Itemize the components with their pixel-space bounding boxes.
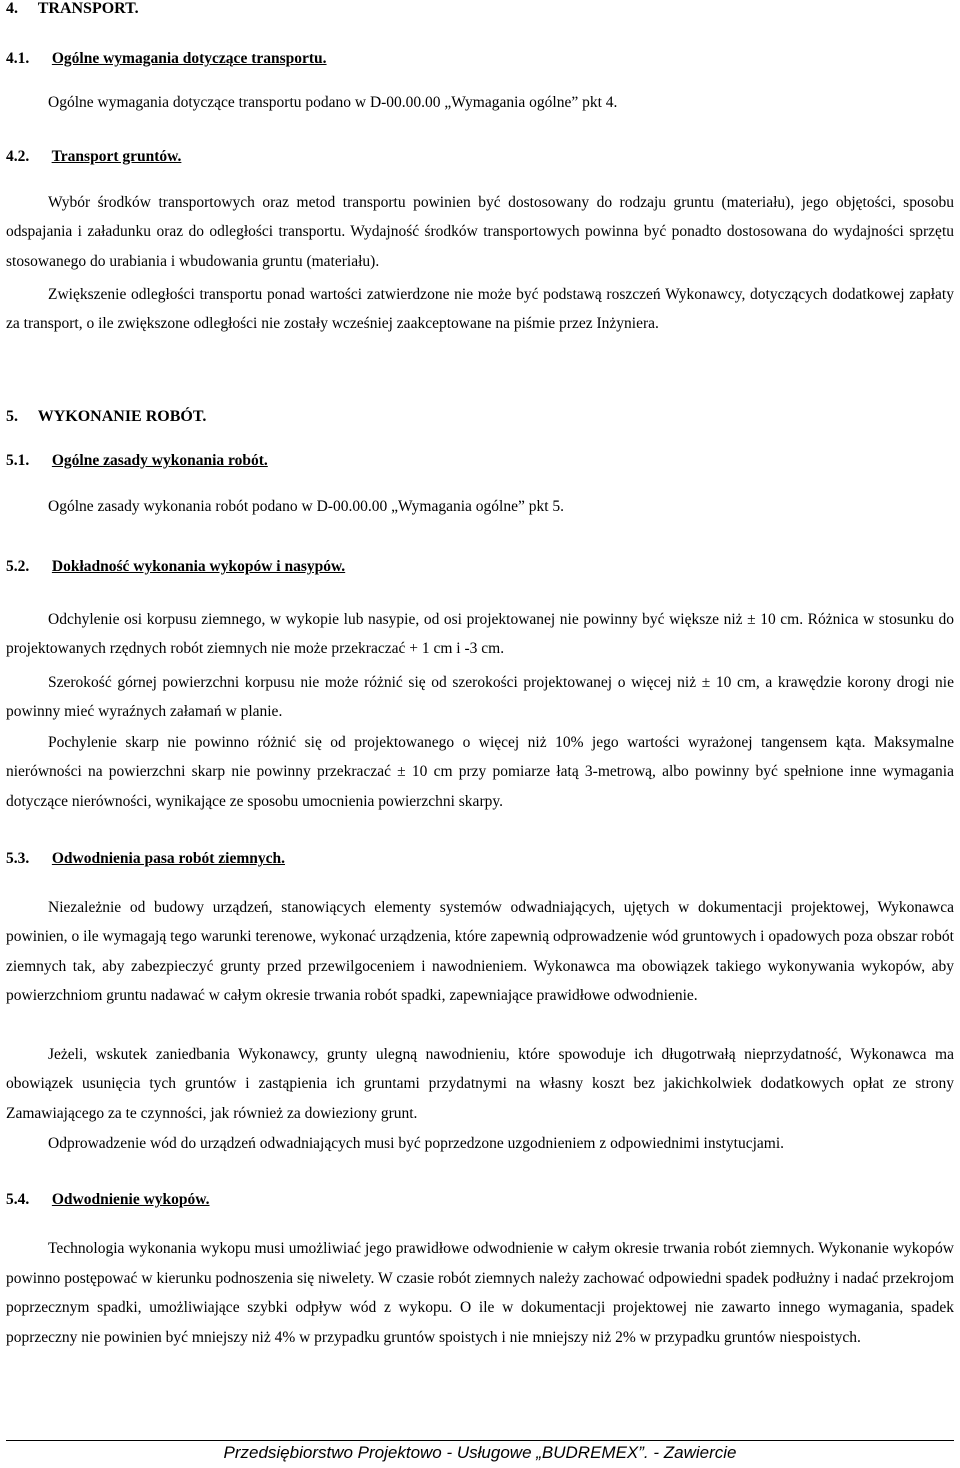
paragraph: Niezależnie od budowy urządzeń, stanowiących elementy systemów odwadniających, ujętych w dokumentacji projektowej, Wykonawca powinien, o ile wymagają tego warunki terenowe, wykonać urządzenia, które zapewnią odprowadzenie wód gruntowych i opadowych poza obszar robót ziemnych tak, aby zabezpieczyć grunty przed przewilgoceniem i nawodnieniem. Wykonawca ma obowiązek takiego wykonywania wykopów, aby powierzchniom gruntu nadawać w całym okresie trwania robót spadki, zapewniające prawidłowe odwodnienie. <box>6 899 954 1004</box>
section-number: 5.3. <box>6 850 30 867</box>
section-title: Ogólne wymagania dotyczące transportu. <box>51 50 327 67</box>
section-5-4-heading <box>6 1191 954 1209</box>
section-title: Transport gruntów. <box>51 148 182 165</box>
paragraph: Odprowadzenie wód do urządzeń odwadniających musi być poprzedzone uzgodnieniem z odpowiednimi instytucjami. <box>48 1135 785 1152</box>
paragraph: Szerokość górnej powierzchni korpusu nie może różnić się od szerokości projektowanej o więcej niż ± 10 cm, a krawędzie korony drogi nie powinny mieć wyraźnych załamań w planie. <box>6 674 954 721</box>
paragraph: Wybór środków transportowych oraz metod transportu powinien być dostosowany do rodzaju gruntu (materiału), jego objętości, sposobu odspajania i załadunku oraz do odległości transportu. Wydajność środków transportowych powinna być ponadto dostosowana do wydajności sprzętu stosowanego do urabiania i wbudowania gruntu (materiału). <box>6 194 954 270</box>
section-number: 5.4. <box>6 1191 30 1208</box>
section-title: Odwodnienie wykopów. <box>51 1191 210 1208</box>
paragraph: Zwiększenie odległości transportu ponad wartości zatwierdzone nie może być podstawą roszczeń Wykonawcy, dotyczących dodatkowej zapłaty za transport, o ile zwiększone odległości nie zostały wcześniej zaakceptowane na piśmie przez Inżyniera. <box>6 286 954 333</box>
section-title: Dokładność wykonania wykopów i nasypów. <box>51 558 346 575</box>
section-title: WYKONANIE ROBÓT. <box>37 408 207 425</box>
paragraph: Jeżeli, wskutek zaniedbania Wykonawcy, grunty ulegną nawodnieniu, które spowoduje ich długotrwałą nieprzydatność, Wykonawca ma obowiązek usunięcia tych gruntów i zastąpienia ich gruntami przydatnymi na własny koszt bez jakichkolwiek dodatkowych opłat ze strony Zamawiającego za te czynności, jak również za dowieziony grunt. <box>6 1046 954 1122</box>
section-4-1-heading <box>6 50 954 68</box>
paragraph: Odchylenie osi korpusu ziemnego, w wykopie lub nasypie, od osi projektowanej nie powinny być większe niż ± 10 cm. Różnica w stosunku do projektowanych rzędnych robót ziemnych nie może przekraczać + 1 cm i -3 cm. <box>6 611 954 658</box>
section-5-2-heading <box>6 558 954 576</box>
section-5-1-text: Ogólne zasady wykonania robót podano w D-00.00.00 „Wymagania ogólne” pkt 5. <box>48 498 565 515</box>
section-5-heading <box>6 408 954 426</box>
section-number: 5. <box>6 408 18 425</box>
section-number: 4. <box>6 0 18 17</box>
section-title: Ogólne zasady wykonania robót. <box>51 452 268 469</box>
paragraph: Pochylenie skarp nie powinno różnić się od projektowanego o więcej niż 10% jego wartości wyrażonej tangensem kąta. Maksymalne nierówności na powierzchni skarp nie powinny przekraczać ± 10 cm przy pomiarze łatą 3-metrową, albo powinny być spełnione inne wymagania dotyczące nierówności, wynikające ze sposobu umocnienia powierzchni skarpy. <box>6 734 954 810</box>
page-footer: Przedsiębiorstwo Projektowo - Usługowe „BUDREMEX”. - Zawiercie <box>223 1443 737 1462</box>
paragraph: Technologia wykonania wykopu musi umożliwiać jego prawidłowe odwodnienie w całym okresie trwania robót ziemnych. Wykonanie wykopów powinno postępować w kierunku podnoszenia się niwelety. W czasie robót ziemnych należy zachować odpowiedni spadek podłużny i nadać przekrojom poprzecznym spadki, umożliwiające szybki odpływ wód z wykopu. O ile w dokumentacji projektowej nie zawarto innego wymagania, spadek poprzeczny nie powinien być mniejszy niż 4% w przypadku gruntów spoistych i nie mniejszy niż 2% w przypadku gruntów niespoistych. <box>6 1240 954 1346</box>
section-title: TRANSPORT. <box>37 0 139 17</box>
section-number: 5.2. <box>6 558 30 575</box>
section-5-1-heading <box>6 452 954 470</box>
section-number: 4.1. <box>6 50 30 67</box>
section-number: 5.1. <box>6 452 30 469</box>
section-number: 4.2. <box>6 148 30 165</box>
footer-divider <box>6 1440 954 1441</box>
section-4-1-text: Ogólne wymagania dotyczące transportu podano w D-00.00.00 „Wymagania ogólne” pkt 4. <box>48 94 618 111</box>
section-5-3-heading <box>6 850 954 868</box>
section-4-2-heading <box>6 148 954 166</box>
section-title: Odwodnienia pasa robót ziemnych. <box>51 850 285 867</box>
section-4-heading <box>6 0 954 18</box>
